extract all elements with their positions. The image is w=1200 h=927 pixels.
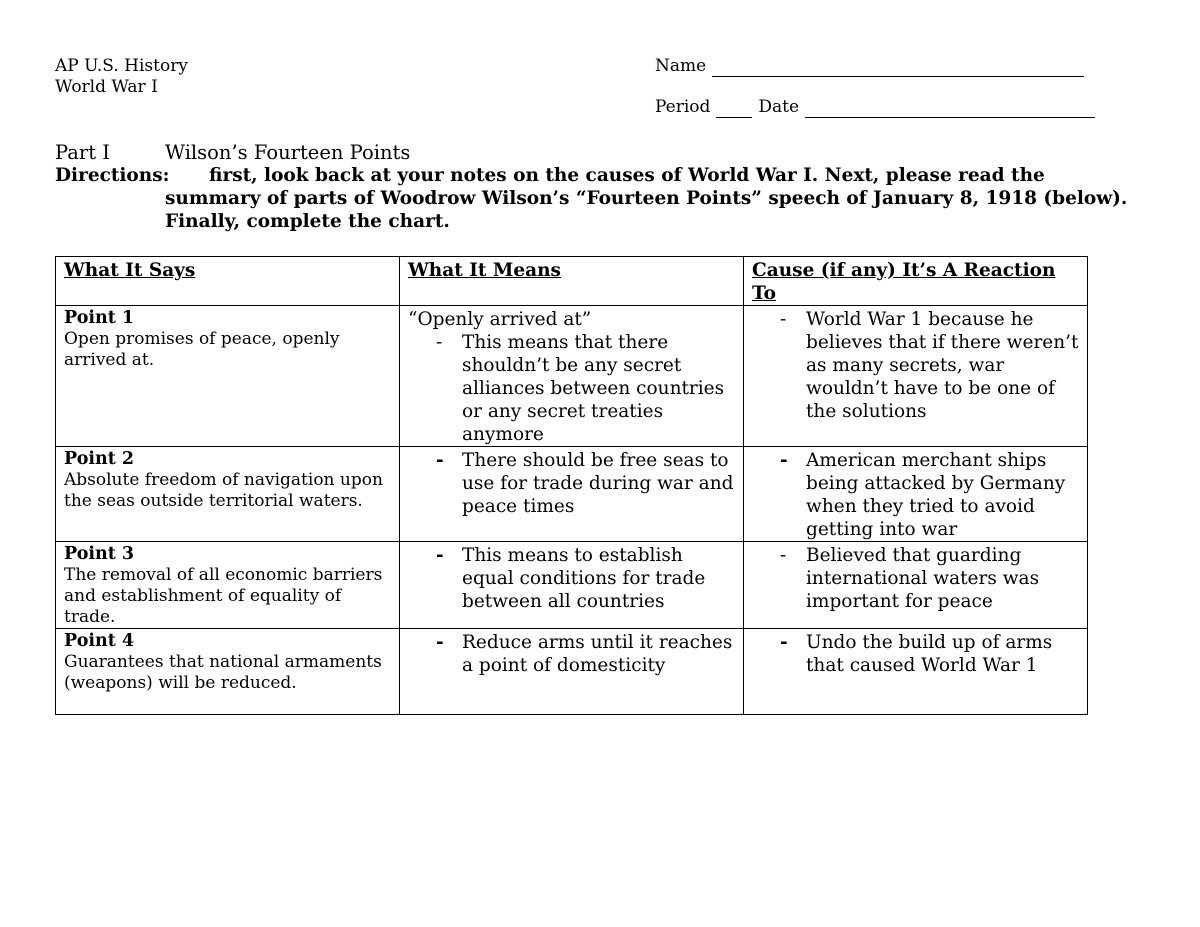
table-header-row [56, 257, 1088, 306]
date-label: Date [758, 97, 800, 117]
period-blank[interactable] [716, 101, 752, 118]
table-row [56, 306, 1088, 447]
point-text: Guarantees that national armaments (weapons) will be reduced. [64, 652, 382, 693]
part-title: Wilson’s Fourteen Points [165, 141, 411, 164]
directions-label: Directions: [55, 165, 170, 186]
table-row [56, 542, 1088, 629]
name-row [655, 56, 1095, 77]
means-cell[interactable] [400, 447, 744, 542]
means-cell[interactable] [400, 306, 744, 447]
column-header-means: What It Means [400, 257, 744, 306]
means-text: - There should be free seas to use for trade during war and peace times [462, 449, 735, 518]
directions [55, 164, 1135, 233]
point-title: Point 1 [64, 308, 135, 328]
course-title: AP U.S. History [55, 56, 188, 76]
part-number: Part I [55, 141, 110, 164]
date-blank[interactable] [805, 101, 1095, 118]
point-text: The removal of all economic barriers and establishment of equality of trade. [64, 565, 383, 627]
period-label: Period [655, 97, 711, 117]
point-title: Point 2 [64, 449, 135, 469]
means-text: - This means that there shouldn’t be any secret alliances between countries or any secret treaties anymore [462, 331, 735, 446]
cause-cell[interactable] [744, 447, 1088, 542]
means-cell[interactable] [400, 542, 744, 629]
unit-title: World War I [55, 77, 158, 97]
period-date-row [655, 97, 1095, 118]
point-text: Open promises of peace, openly arrived at. [64, 329, 340, 370]
cause-text: - World War 1 because he believes that if there weren’t as many secrets, war wouldn’t have to be one of the solutions [806, 308, 1079, 423]
fourteen-points-chart [55, 256, 1088, 715]
says-cell [56, 447, 400, 542]
cause-text: - Undo the build up of arms that caused World War 1 [806, 631, 1079, 677]
says-cell [56, 542, 400, 629]
cause-cell[interactable] [744, 629, 1088, 715]
table-row [56, 447, 1088, 542]
cause-text: - American merchant ships being attacked by Germany when they tried to avoid getting into war [806, 449, 1079, 541]
name-label: Name [655, 56, 707, 76]
table-row [56, 629, 1088, 715]
column-header-says: What It Says [56, 257, 400, 306]
student-info [655, 56, 1095, 118]
cause-cell[interactable] [744, 306, 1088, 447]
name-blank[interactable] [712, 60, 1084, 77]
course-header [55, 56, 188, 98]
says-cell [56, 629, 400, 715]
means-text: - This means to establish equal conditions for trade between all countries [462, 544, 735, 613]
means-text: - Reduce arms until it reaches a point of domesticity [462, 631, 735, 677]
cause-cell[interactable] [744, 542, 1088, 629]
says-cell [56, 306, 400, 447]
means-cell[interactable] [400, 629, 744, 715]
directions-text: first, look back at your notes on the causes of World War I. Next, please read the summary of parts of Woodrow Wilson’s “Fourteen Points” speech of January 8, 1918 (below). Finally, complete the chart. [165, 165, 1128, 232]
point-title: Point 3 [64, 544, 135, 564]
column-header-cause: Cause (if any) It’s A Reaction To [744, 257, 1088, 306]
point-title: Point 4 [64, 631, 135, 651]
means-intro: “Openly arrived at” [408, 309, 592, 330]
cause-text: - Believed that guarding international waters was important for peace [806, 544, 1079, 613]
point-text: Absolute freedom of navigation upon the seas outside territorial waters. [64, 470, 383, 511]
part-heading [55, 141, 410, 165]
